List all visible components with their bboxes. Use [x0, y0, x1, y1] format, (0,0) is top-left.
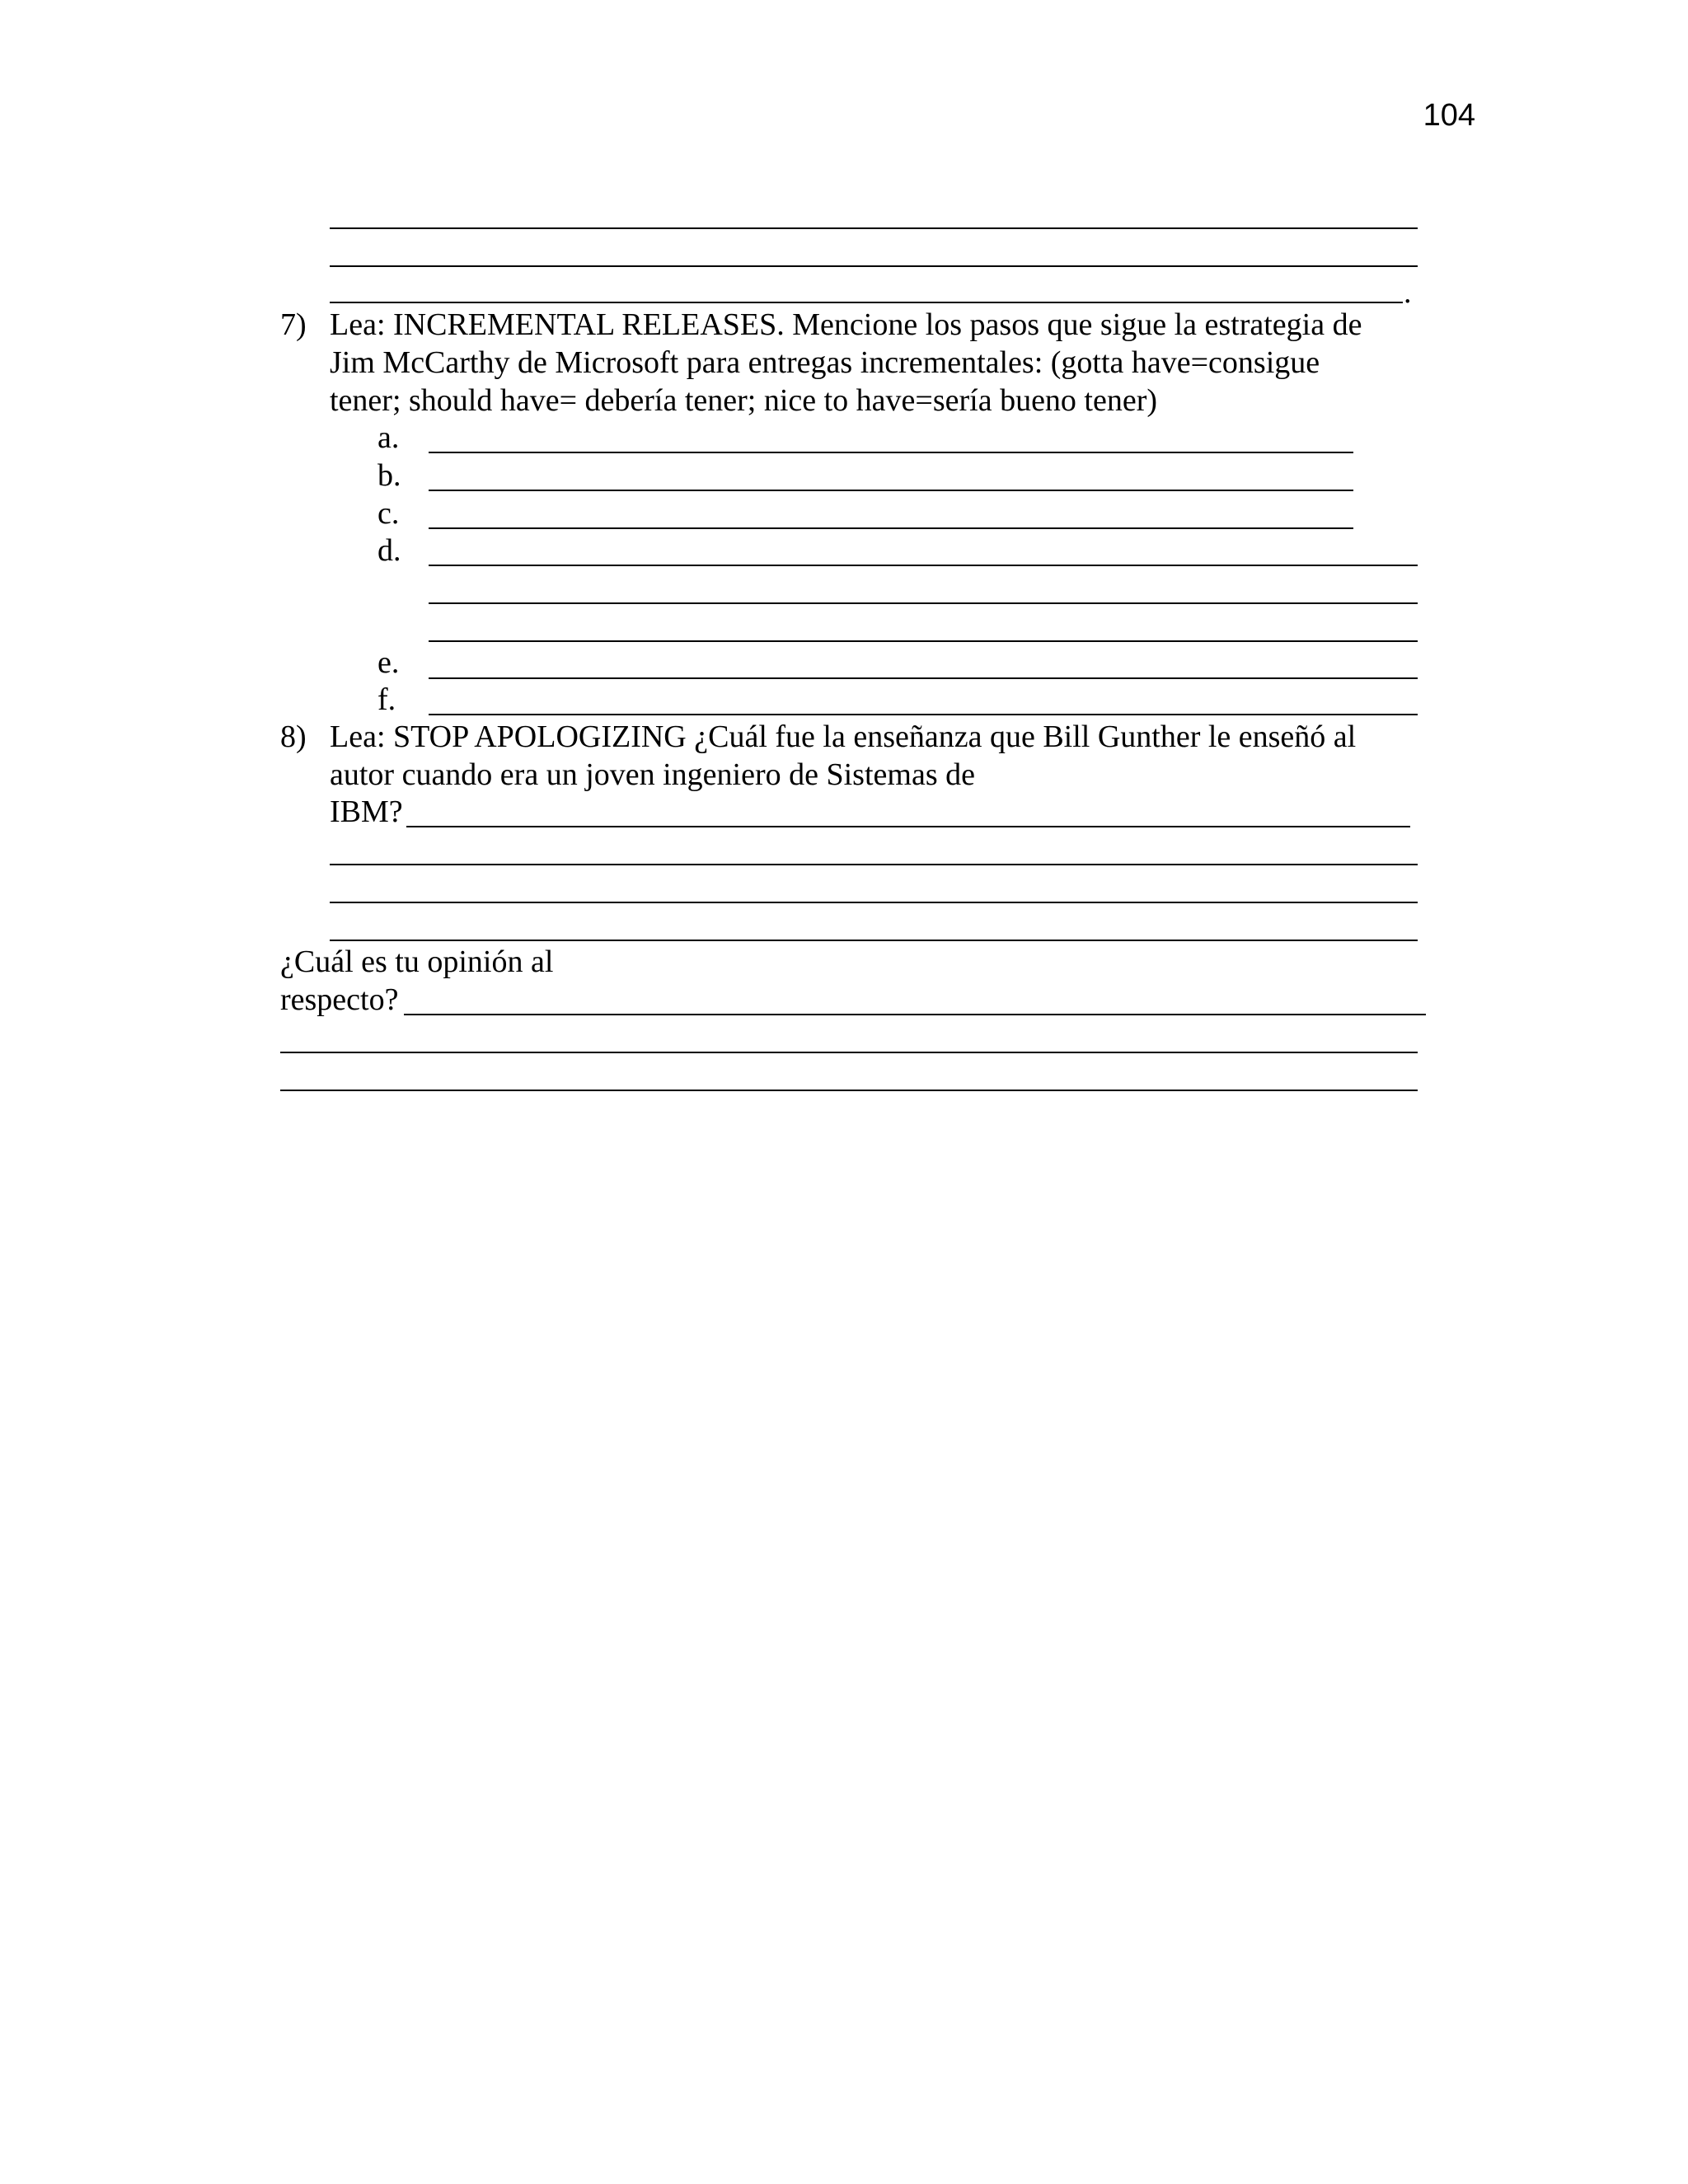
opinion-line-1: ¿Cuál es tu opinión al: [280, 944, 554, 979]
q8-line-1: Lea: STOP APOLOGIZING ¿Cuál fue la enseñanza que Bill Gunther le enseñó al: [330, 719, 1357, 754]
q8-line-2: autor cuando era un joven ingeniero de Sistemas de: [330, 757, 975, 792]
answer-line: [406, 826, 1410, 827]
page-number: 104: [1423, 98, 1475, 133]
answer-line-d: [429, 565, 1418, 566]
answer-line: [280, 1052, 1418, 1053]
q8-number: 8): [280, 719, 307, 754]
answer-line-c: [429, 527, 1353, 529]
answer-line-e: [429, 677, 1418, 679]
item-e-label: e.: [377, 645, 400, 680]
item-d-label: d.: [377, 533, 401, 568]
answer-line-d: [429, 640, 1418, 642]
trailing-period: .: [1404, 275, 1412, 310]
q7-line-1: Lea: INCREMENTAL RELEASES. Mencione los pasos que sigue la estrategia de: [330, 307, 1362, 342]
answer-line: [330, 902, 1418, 903]
q7-line-2: Jim McCarthy de Microsoft para entregas incrementales: (gotta have=consigue: [330, 345, 1320, 380]
answer-line-d: [429, 602, 1418, 604]
answer-line-f: [429, 714, 1418, 715]
q7-number: 7): [280, 307, 307, 342]
item-a-label: a.: [377, 420, 400, 455]
q7-line-3: tener; should have= debería tener; nice to have=sería bueno tener): [330, 383, 1158, 418]
answer-line: [330, 227, 1418, 229]
answer-line: [330, 302, 1403, 303]
answer-line-b: [429, 490, 1353, 491]
item-c-label: c.: [377, 496, 400, 531]
answer-line: [280, 1090, 1418, 1091]
item-f-label: f.: [377, 682, 396, 717]
answer-line: [404, 1014, 1426, 1015]
opinion-line-2: respecto?: [280, 982, 399, 1017]
answer-line: [330, 864, 1418, 865]
q8-line-3: IBM?: [330, 794, 403, 829]
answer-line: [330, 940, 1418, 941]
answer-line: [330, 265, 1418, 267]
item-b-label: b.: [377, 458, 401, 493]
answer-line-a: [429, 452, 1353, 453]
